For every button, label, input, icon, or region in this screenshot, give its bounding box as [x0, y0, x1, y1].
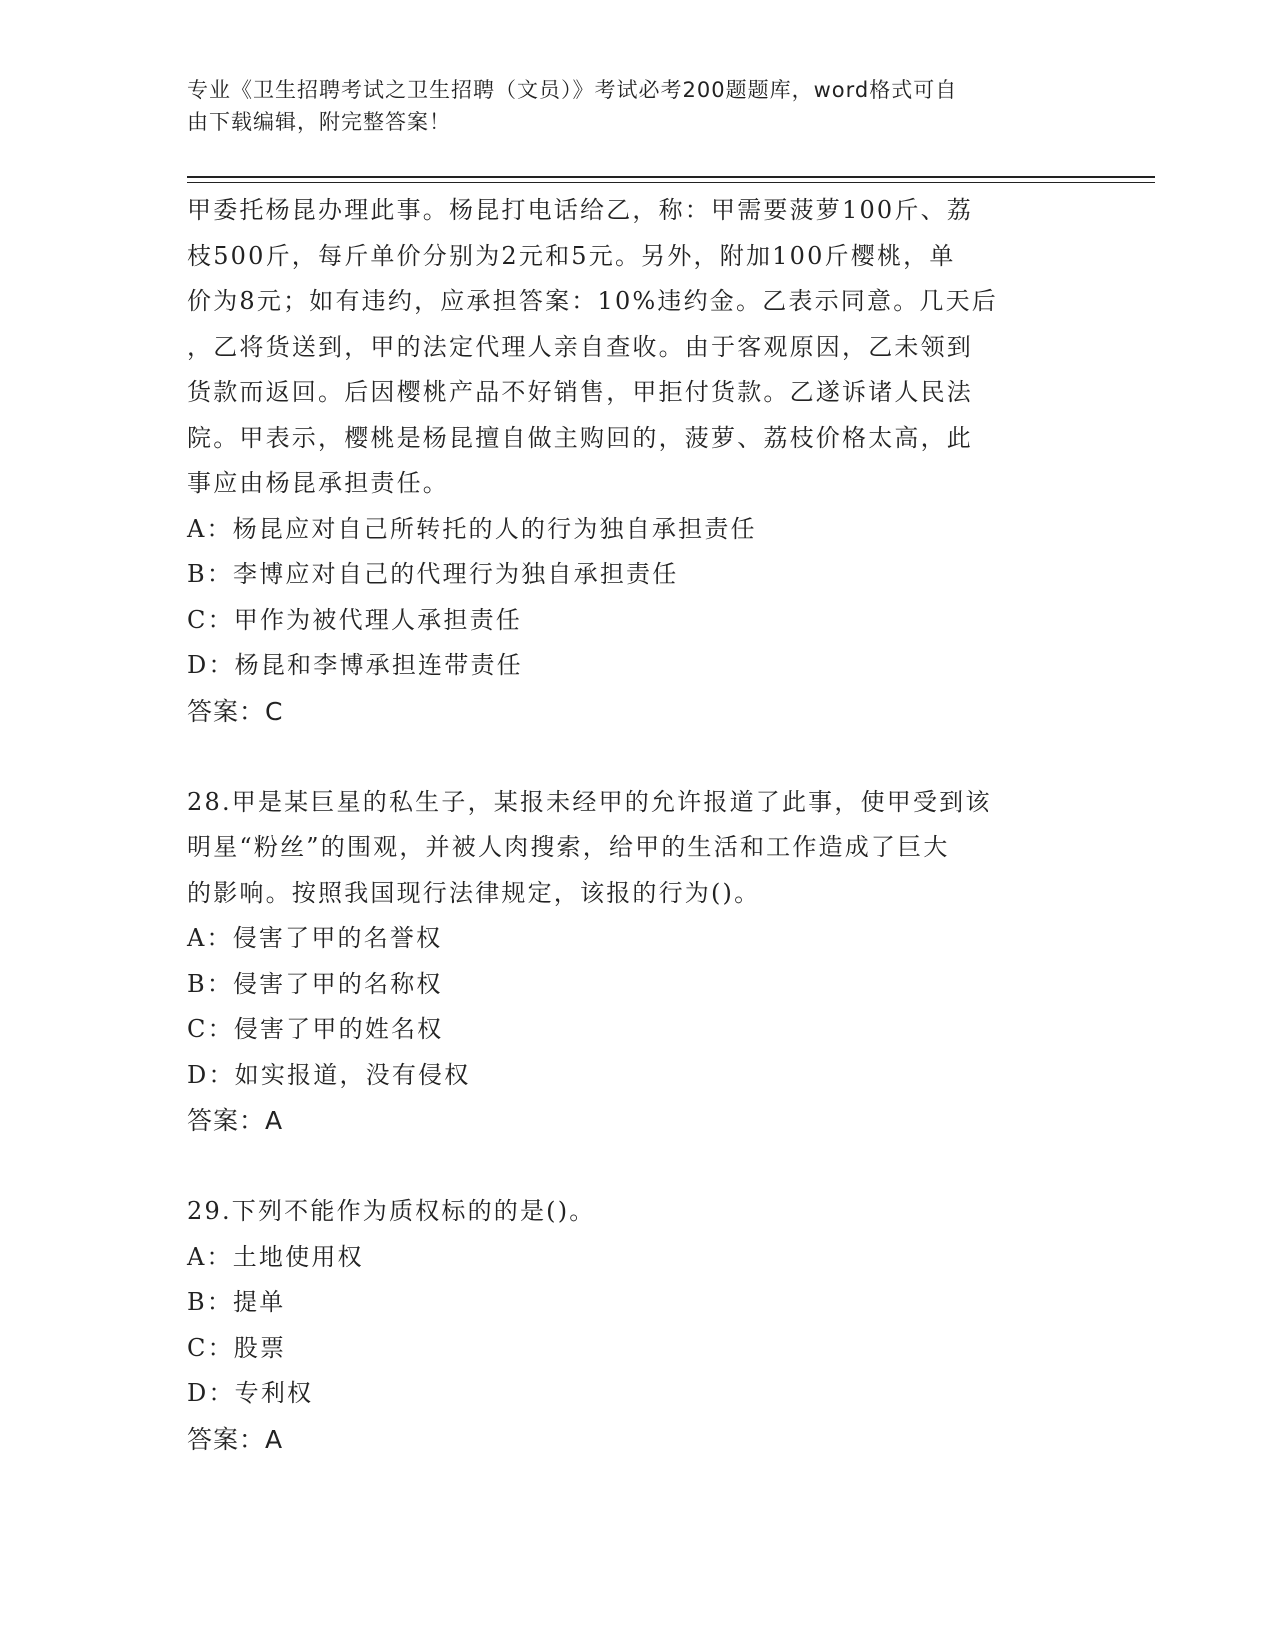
answer-29: 答案：A [187, 1424, 284, 1454]
spacer [187, 1144, 1087, 1189]
stem-line: 事应由杨昆承担责任。 [187, 469, 449, 497]
stem-line: 甲委托杨昆办理此事。杨昆打电话给乙，称：甲需要菠萝100斤、荔 [187, 196, 974, 224]
spacer [187, 735, 1087, 780]
option-a: A：杨昆应对自己所转托的人的行为独自承担责任 [187, 514, 757, 543]
document-header [187, 74, 1067, 138]
option-c: C：甲作为被代理人承担责任 [187, 605, 522, 634]
option-c: C：股票 [187, 1333, 287, 1362]
stem-line: 明星“粉丝”的围观，并被人肉搜索，给甲的生活和工作造成了巨大 [187, 833, 950, 861]
stem-line: 价为8元；如有违约，应承担答案：10%违约金。乙表示同意。几天后 [187, 287, 999, 315]
header-divider-thin [187, 182, 1155, 183]
option-c: C：侵害了甲的姓名权 [187, 1015, 444, 1043]
question-27-stem [187, 188, 1087, 507]
stem-line: 货款而返回。后因樱桃产品不好销售，甲拒付货款。乙遂诉诸人民法 [187, 378, 973, 406]
option-d: D：专利权 [187, 1379, 314, 1407]
question-28-stem [187, 780, 1087, 917]
answer-28: 答案：A [187, 1106, 284, 1135]
option-b: B：李博应对自己的代理行为独自承担责任 [187, 560, 679, 588]
header-line: 由下载编辑，附完整答案！ [187, 110, 451, 134]
option-d: D：如实报道，没有侵权 [187, 1060, 471, 1089]
header-divider-thick [187, 176, 1155, 178]
stem-line: 28.甲是某巨星的私生子，某报未经甲的允许报道了此事，使甲受到该 [187, 787, 992, 816]
stem-line: ，乙将货送到，甲的法定代理人亲自查收。由于客观原因，乙未领到 [187, 332, 973, 361]
document-body [187, 188, 1087, 1463]
option-a: A：侵害了甲的名誉权 [187, 924, 443, 952]
stem-line: 枝500斤，每斤单价分别为2元和5元。另外，附加100斤樱桃，单 [187, 241, 956, 270]
option-a: A：土地使用权 [187, 1242, 364, 1271]
stem-line: 29.下列不能作为质权标的的是()。 [187, 1197, 596, 1225]
stem-line: 院。甲表示，樱桃是杨昆擅自做主购回的，菠萝、荔枝价格太高，此 [187, 423, 973, 452]
question-29-stem [187, 1189, 1087, 1235]
option-b: B：侵害了甲的名称权 [187, 969, 443, 998]
option-d: D：杨昆和李博承担连带责任 [187, 651, 523, 679]
option-b: B：提单 [187, 1288, 286, 1316]
answer-27: 答案：C [187, 696, 284, 726]
stem-line: 的影响。按照我国现行法律规定，该报的行为()。 [187, 878, 761, 907]
header-line: 专业《卫生招聘考试之卫生招聘（文员）》考试必考200题题库，word格式可自 [187, 78, 958, 102]
